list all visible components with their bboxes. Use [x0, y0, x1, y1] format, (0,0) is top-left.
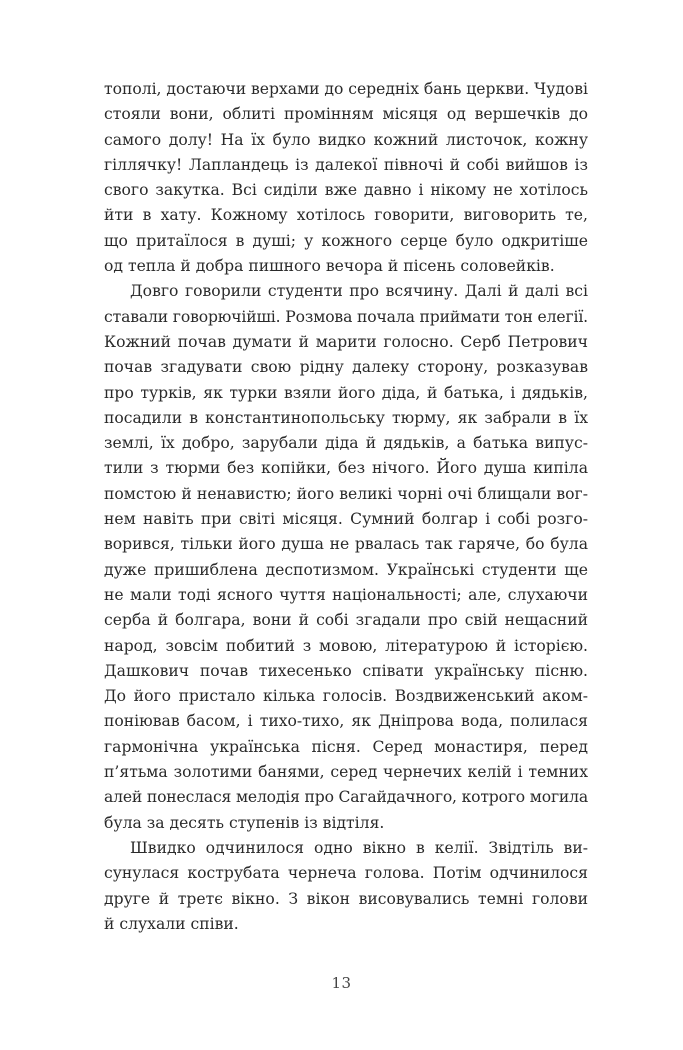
text-line: йти в хату. Кожному хотілось говорити, виговорить те, [104, 206, 588, 225]
text-line: нем навіть при світі місяця. Сумний болгар і собі розго- [104, 510, 588, 529]
text-line: була за десять ступенів із відтіля. [104, 813, 385, 832]
text-line: стояли вони, облиті промінням місяця од вершечків до [104, 105, 588, 124]
text-line: друге й третє вікно. З вікон висовувались темні голови [104, 889, 588, 908]
text-line: не мали тоді ясного чуття національності; але, слухаючи [104, 585, 588, 604]
text-line: Кожний почав думати й марити голосно. Серб Петрович [104, 332, 588, 351]
text-line: посадили в константинопольську тюрму, як забрали в їх [104, 408, 588, 427]
text-line: що притаїлося в душі; у кожного серце було одкритіше [104, 231, 588, 250]
text-line: До його пристало кілька голосів. Воздвиженський аком- [104, 687, 588, 706]
text-line: гіллячку! Лапландець із далекої півночі й собі вийшов із [104, 155, 588, 174]
text-line: од тепла й добра пишного вечора й пісень соловейків. [104, 257, 555, 276]
text-line: п’ятьма золотими банями, серед чернечих келій і темних [104, 763, 588, 782]
text-line: самого долу! На їх було видко кожний листочок, кожну [104, 130, 588, 149]
text-line: й слухали співи. [104, 914, 239, 933]
text-line: гармонічна українська пісня. Серед монастиря, перед [104, 737, 588, 756]
text-line: ставали говорючійші. Розмова почала приймати тон елегії. [104, 307, 588, 326]
text-line: свого закутка. Всі сиділи вже давно і нікому не хотілось [104, 181, 588, 200]
text-line: помстою й ненавистю; його великі чорні очі блищали вог- [104, 484, 588, 503]
text-line: серба й болгара, вони й собі згадали про свій нещасний [104, 611, 588, 630]
page-number: 13 [331, 974, 352, 992]
text-line: народ, зовсім побитий з мовою, літературою й історією. [104, 636, 588, 655]
text-line: тили з тюрми без копійки, без нічого. Його душа кипіла [104, 459, 588, 478]
text-line: Швидко одчинилося одно вікно в келії. Звідтіль ви- [130, 838, 588, 857]
paragraph [104, 77, 588, 279]
text-line: ворився, тільки його душа не рвалась так гаряче, бо була [104, 535, 588, 554]
text-line: про турків, як турки взяли його діда, й батька, і дядьків, [104, 383, 588, 402]
text-line: почав згадувати свою рідну далеку сторону, розказував [104, 358, 588, 377]
text-line: дуже пришиблена деспотизмом. Українські студенти ще [104, 560, 588, 579]
text-line: Дашкович почав тихесенько співати українську пісню. [104, 661, 588, 680]
paragraph [104, 836, 588, 937]
body-text [104, 77, 588, 937]
text-line: тополі, достаючи верхами до середніх бань церкви. Чудові [104, 80, 588, 98]
text-line: алей понеслася мелодія про Сагайдачного, котрого могила [104, 788, 588, 807]
text-line: землі, їх добро, зарубали діда й дядьків, а батька випус- [104, 434, 588, 453]
text-line: Довго говорили студенти про всячину. Далі й далі всі [130, 282, 588, 301]
text-line: сунулася кострубата чернеча голова. Потім одчинилося [104, 864, 588, 883]
paragraph [104, 279, 588, 836]
text-line: поніював басом, і тихо-тихо, як Дніпрова вода, полилася [104, 712, 588, 731]
